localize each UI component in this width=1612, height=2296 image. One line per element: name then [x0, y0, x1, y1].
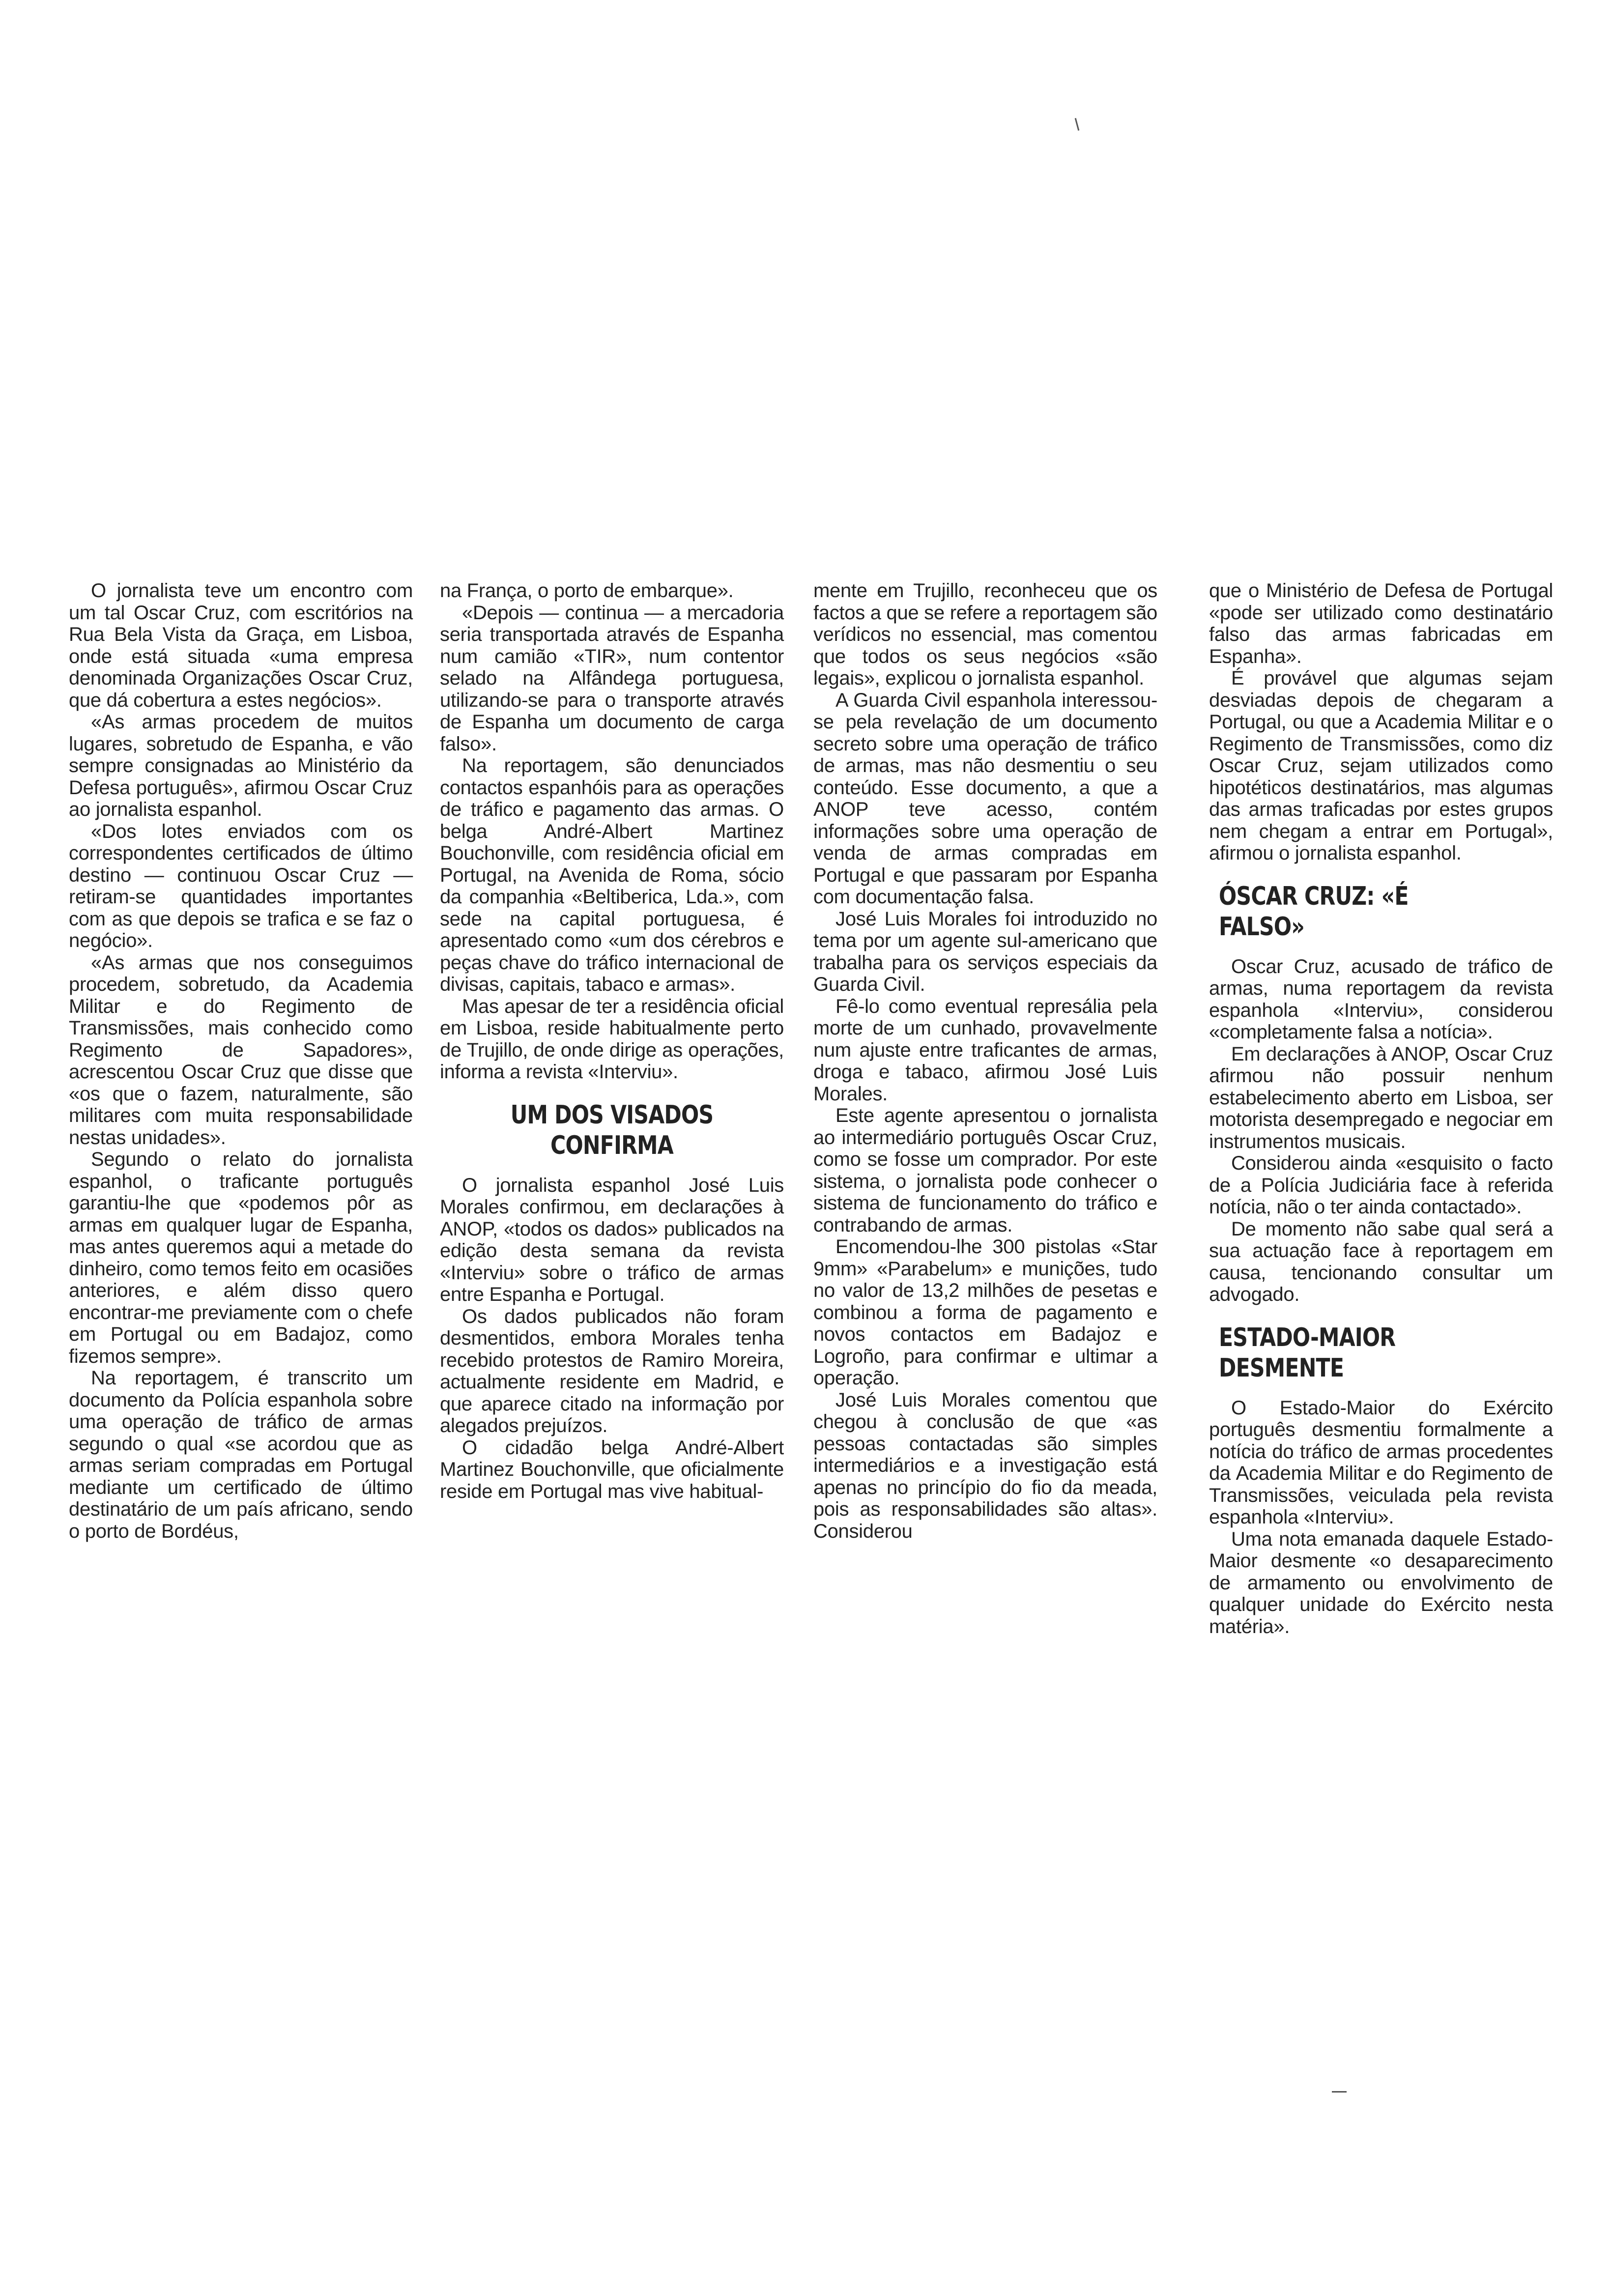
stray-mark [1075, 118, 1080, 131]
paragraph: que o Ministério de Defesa de Portugal «pode ser utilizado como destinatário falso das armas fabricadas em Espanha». [1209, 580, 1553, 667]
paragraph: Este agente apresentou o jornalista ao intermediário português Oscar Cruz, como se fosse um comprador. Por este sistema, o jornalista pode conhecer o sistema de funcionamento do tráfico e contrabando de armas. [813, 1105, 1157, 1236]
paragraph: O jornalista espanhol José Luis Morales confirmou, em declarações à ANOP, «todos os dados» publicados na edição desta semana da revista «Interviu» sobre o tráfico de armas entre Espanha e Portugal. [440, 1174, 784, 1305]
paragraph: Na reportagem, é transcrito um documento da Polícia espanhola sobre uma operação de tráfico de armas segundo o qual «se acordou que as armas seriam compradas em Portugal mediante um certificado de último destinatário de um país africano, sendo o porto de Bordéus, [69, 1367, 413, 1542]
column-4 [1209, 580, 1553, 1637]
paragraph: Segundo o relato do jornalista espanhol, o traficante português garantiu-lhe que «podemos pôr as armas em qualquer lugar de Espanha, mas antes queremos aqui a metade do dinheiro, como temos feito em ocasiões anteriores, e além disso quero encontrar-me previamente com o chefe em Portugal ou em Badajoz, como fizemos sempre». [69, 1148, 413, 1367]
paragraph: O cidadão belga André-Albert Martinez Bouchonville, que oficialmente reside em Portugal mas vive habitual- [440, 1436, 784, 1502]
paragraph: Em declarações à ANOP, Oscar Cruz afirmou não possuir nenhum estabelecimento aberto em Lisboa, ser motorista desempregado e negociar em instrumentos musicais. [1209, 1043, 1553, 1152]
column-2 [440, 580, 784, 1502]
paragraph: José Luis Morales comentou que chegou à conclusão de que «as pessoas contactadas são simples intermediários e a investigação está apenas no princípio do fio da meada, pois as responsabilidades são altas». Considerou [813, 1389, 1157, 1542]
paragraph: na França, o porto de embarque». [440, 580, 734, 602]
paragraph: José Luis Morales foi introduzido no tema por um agente sul-americano que trabalha para os serviços especiais da Guarda Civil. [813, 908, 1157, 995]
paragraph: Considerou ainda «esquisito o facto de a Polícia Judiciária face à referida notícia, não o ter ainda contactado». [1209, 1152, 1553, 1218]
paragraph: «Dos lotes enviados com os correspondentes certificados de último destino — continuou Oscar Cruz — retiram-se quantidades importantes com as que depois se trafica e se faz o negócio». [69, 820, 413, 951]
paragraph: De momento não sabe qual será a sua actuação face à reportagem em causa, tencionando consultar um advogado. [1209, 1218, 1553, 1305]
paragraph: Fê-lo como eventual represália pela morte de um cunhado, provavelmente num ajuste entre traficantes de armas, droga e tabaco, afirmou José Luis Morales. [813, 995, 1157, 1105]
paragraph: É provável que algumas sejam desviadas depois de chegaram a Portugal, ou que a Academia Militar e o Regimento de Transmissões, como diz Oscar Cruz, sejam utilizados como hipotéticos destinatários, mas algumas das armas traficadas por estes grupos nem chegam a entrar em Portugal», afirmou o jornalista espanhol. [1209, 667, 1553, 864]
paragraph: «Depois — continua — a mercadoria seria transportada através de Espanha num camião «TIR», num contentor selado na Alfândega portuguesa, utilizando-se para o transporte através de Espanha um documento de carga falso». [440, 602, 784, 755]
paragraph: O Estado-Maior do Exército português desmentiu formalmente a notícia do tráfico de armas procedentes da Academia Militar e do Regimento de Transmissões, veiculada pela revista espanhola «Interviu». [1209, 1397, 1553, 1528]
paragraph: «As armas que nos conseguimos procedem, sobretudo, da Academia Militar e do Regimento de Transmissões, mais conhecido como Regimento de Sapadores», acrescentou Oscar Cruz que disse que «os que o fazem, naturalmente, são militares com muita responsabilidade nestas unidades». [69, 951, 413, 1148]
paragraph: Uma nota emanada daquele Estado-Maior desmente «o desaparecimento de armamento ou envolvimento de qualquer unidade do Exército nesta matéria». [1209, 1528, 1553, 1637]
column-1 [69, 580, 413, 1542]
paragraph: Encomendou-lhe 300 pistolas «Star 9mm» «Parabelum» e munições, tudo no valor de 13,2 milhões de pesetas e combinou a forma de pagamento e novos contactos em Badajoz e Logroño, para confirmar e ultimar a operação. [813, 1236, 1157, 1389]
section-heading-estado-maior: ESTADO-MAIOR DESMENTE [1219, 1322, 1396, 1383]
paragraph: «As armas procedem de muitos lugares, sobretudo de Espanha, e vão sempre consignadas ao Ministério da Defesa português», afirmou Oscar Cruz ao jornalista espanhol. [69, 711, 413, 820]
paragraph: Mas apesar de ter a residência oficial em Lisboa, reside habitualmente perto de Trujillo, de onde dirige as operações, informa a revista «Interviu». [440, 995, 784, 1083]
column-3 [813, 580, 1157, 1542]
paragraph: mente em Trujillo, reconheceu que os factos a que se refere a reportagem são verídicos no essencial, mas comentou que todos os seus negócios «são legais», explicou o jornalista espanhol. [813, 580, 1157, 689]
section-heading-oscar-cruz: ÓSCAR CRUZ: «É FALSO» [1219, 881, 1409, 942]
paragraph: Os dados publicados não foram desmentidos, embora Morales tenha recebido protestos de Ramiro Moreira, actualmente residente em Madrid, e que aparece citado na informação por alegados prejuízos. [440, 1305, 784, 1436]
paragraph: A Guarda Civil espanhola interessou-se pela revelação de um documento secreto sobre uma operação de tráfico de armas, mas não desmentiu o seu conteúdo. Esse documento, a que a ANOP teve acesso, contém informações sobre uma operação de venda de armas compradas em Portugal e que passaram por Espanha com documentação falsa. [813, 689, 1157, 908]
paragraph: Oscar Cruz, acusado de tráfico de armas, numa reportagem da revista espanhola «Interviu», considerou «completamente falsa a notícia». [1209, 955, 1553, 1043]
paragraph: O jornalista teve um encontro com um tal Oscar Cruz, com escritórios na Rua Bela Vista da Graça, em Lisboa, onde está situada «uma empresa denominada Organizações Oscar Cruz, que dá cobertura a estes negócios». [69, 580, 413, 711]
end-mark [1332, 2091, 1347, 2093]
paragraph: Na reportagem, são denunciados contactos espanhóis para as operações de tráfico e pagamento das armas. O belga André-Albert Martinez Bouchonville, com residência oficial em Portugal, na Avenida de Roma, sócio da companhia «Beltiberica, Lda.», com sede na capital portuguesa, é apresentado como «um dos cérebros e peças chave do tráfico internacional de divisas, capitais, tabaco e armas». [440, 755, 784, 995]
section-heading-visados: UM DOS VISADOS CONFIRMA [510, 1100, 714, 1160]
